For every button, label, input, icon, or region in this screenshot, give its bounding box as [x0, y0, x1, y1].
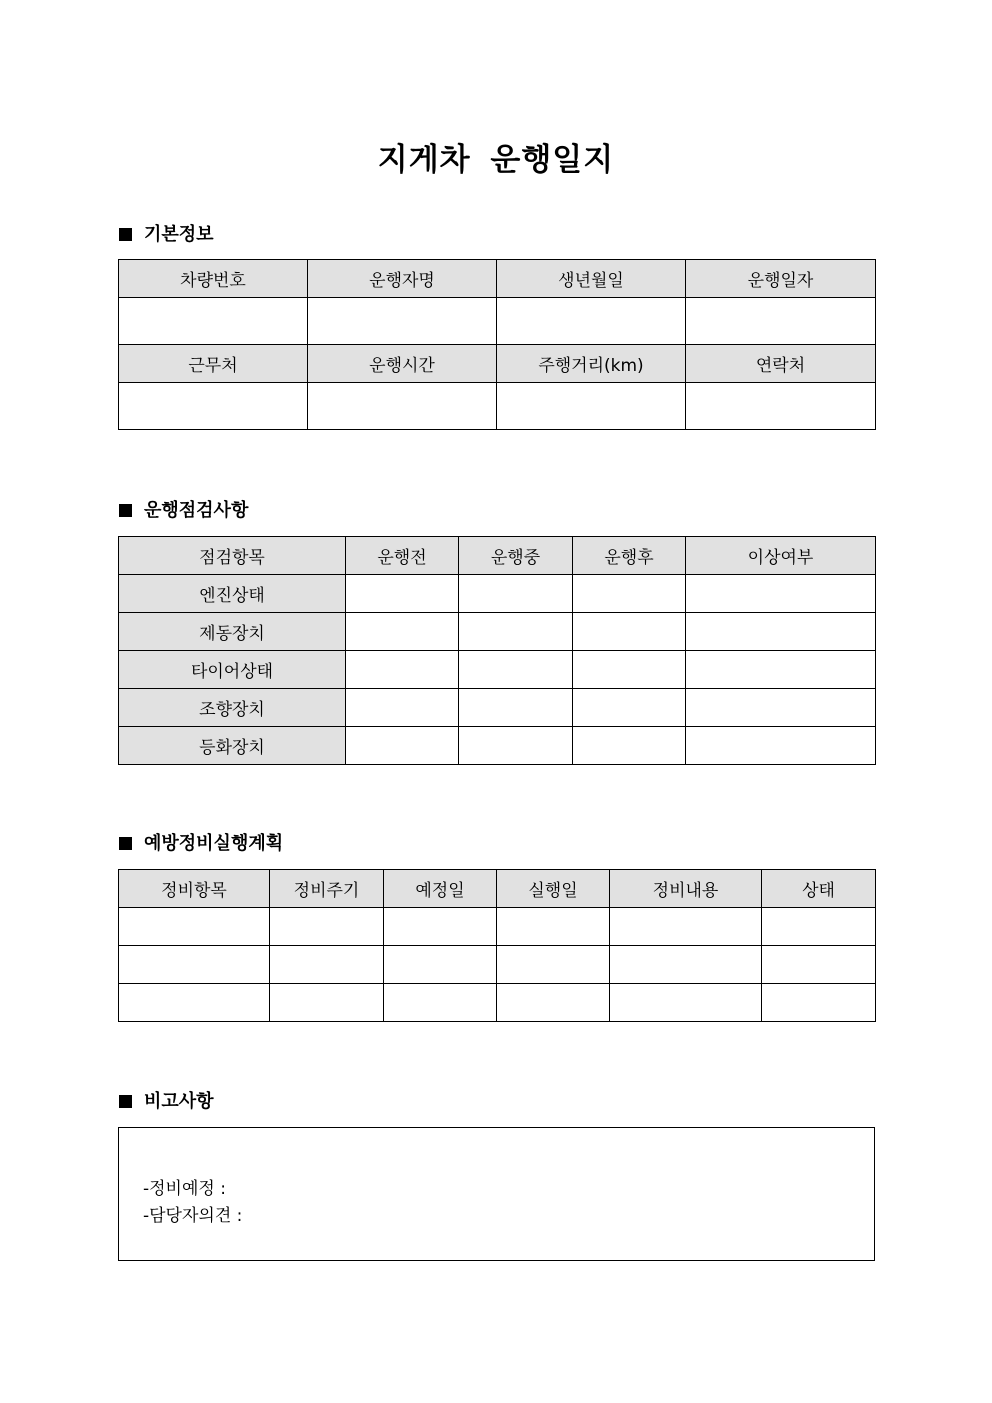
header-driver-name: 운행자명 [308, 260, 497, 298]
driver-name-field[interactable] [308, 298, 497, 345]
abnormality-cell[interactable] [686, 651, 876, 689]
check-item-label: 등화장치 [119, 727, 346, 765]
during-cell[interactable] [459, 689, 573, 727]
maintenance-details-cell[interactable] [610, 946, 762, 984]
check-item-label: 제동장치 [119, 613, 346, 651]
contact-field[interactable] [686, 383, 876, 430]
before-cell[interactable] [346, 575, 459, 613]
table-row [119, 689, 876, 727]
status-cell[interactable] [762, 984, 876, 1022]
table-row [119, 575, 876, 613]
header-birth-date: 생년월일 [497, 260, 686, 298]
header-vehicle-number: 차량번호 [119, 260, 308, 298]
header-maintenance-item: 정비항목 [119, 870, 270, 908]
table-row [119, 613, 876, 651]
scheduled-date-cell[interactable] [384, 984, 497, 1022]
section-heading-remarks [119, 1090, 214, 1114]
operation-date-field[interactable] [686, 298, 876, 345]
status-cell[interactable] [762, 946, 876, 984]
maintenance-item-cell[interactable] [119, 946, 270, 984]
birth-date-field[interactable] [497, 298, 686, 345]
table-header-row [119, 870, 876, 908]
check-item-label: 엔진상태 [119, 575, 346, 613]
header-scheduled-date: 예정일 [384, 870, 497, 908]
after-cell[interactable] [573, 651, 686, 689]
vehicle-number-field[interactable] [119, 298, 308, 345]
square-bullet-icon [119, 504, 132, 517]
remarks-manager-opinion: -담당자의견 : [143, 1206, 243, 1226]
table-header-row [119, 345, 876, 383]
header-operation-time: 운행시간 [308, 345, 497, 383]
header-before-operation: 운행전 [346, 537, 459, 575]
maintenance-plan-table [118, 869, 876, 1022]
after-cell[interactable] [573, 613, 686, 651]
check-item-label: 타이어상태 [119, 651, 346, 689]
before-cell[interactable] [346, 613, 459, 651]
maintenance-cycle-cell[interactable] [270, 908, 384, 946]
remarks-box[interactable] [118, 1127, 875, 1261]
before-cell[interactable] [346, 727, 459, 765]
header-after-operation: 운행후 [573, 537, 686, 575]
header-contact: 연락처 [686, 345, 876, 383]
execution-date-cell[interactable] [497, 984, 610, 1022]
section-heading-label: 예방정비실행계획 [144, 833, 284, 854]
section-heading-maintenance-plan [119, 832, 283, 856]
section-heading-basic-info [119, 223, 214, 247]
header-during-operation: 운행중 [459, 537, 573, 575]
maintenance-details-cell[interactable] [610, 984, 762, 1022]
basic-info-table [118, 259, 876, 430]
section-heading-label: 비고사항 [144, 1091, 214, 1112]
maintenance-details-cell[interactable] [610, 908, 762, 946]
operation-time-field[interactable] [308, 383, 497, 430]
status-cell[interactable] [762, 908, 876, 946]
section-heading-inspection [119, 499, 248, 523]
table-header-row [119, 260, 876, 298]
execution-date-cell[interactable] [497, 908, 610, 946]
square-bullet-icon [119, 837, 132, 850]
abnormality-cell[interactable] [686, 575, 876, 613]
during-cell[interactable] [459, 727, 573, 765]
after-cell[interactable] [573, 689, 686, 727]
abnormality-cell[interactable] [686, 689, 876, 727]
table-row [119, 908, 876, 946]
inspection-table [118, 536, 876, 765]
workplace-field[interactable] [119, 383, 308, 430]
section-heading-label: 운행점검사항 [144, 500, 249, 521]
maintenance-item-cell[interactable] [119, 908, 270, 946]
square-bullet-icon [119, 228, 132, 241]
maintenance-cycle-cell[interactable] [270, 946, 384, 984]
header-abnormality: 이상여부 [686, 537, 876, 575]
page-title: 지게차 운행일지 [377, 142, 615, 178]
table-row [119, 651, 876, 689]
before-cell[interactable] [346, 689, 459, 727]
maintenance-item-cell[interactable] [119, 984, 270, 1022]
square-bullet-icon [119, 1095, 132, 1108]
abnormality-cell[interactable] [686, 727, 876, 765]
header-operation-date: 운행일자 [686, 260, 876, 298]
header-status: 상태 [762, 870, 876, 908]
table-row [119, 984, 876, 1022]
header-execution-date: 실행일 [497, 870, 610, 908]
distance-field[interactable] [497, 383, 686, 430]
header-maintenance-cycle: 정비주기 [270, 870, 384, 908]
check-item-label: 조향장치 [119, 689, 346, 727]
table-row [119, 383, 876, 430]
table-row [119, 946, 876, 984]
before-cell[interactable] [346, 651, 459, 689]
section-heading-label: 기본정보 [144, 224, 214, 245]
during-cell[interactable] [459, 613, 573, 651]
during-cell[interactable] [459, 651, 573, 689]
during-cell[interactable] [459, 575, 573, 613]
header-distance: 주행거리(km) [497, 345, 686, 383]
maintenance-cycle-cell[interactable] [270, 984, 384, 1022]
table-row [119, 727, 876, 765]
table-header-row [119, 537, 876, 575]
header-check-item: 점검항목 [119, 537, 346, 575]
after-cell[interactable] [573, 575, 686, 613]
scheduled-date-cell[interactable] [384, 908, 497, 946]
header-maintenance-details: 정비내용 [610, 870, 762, 908]
abnormality-cell[interactable] [686, 613, 876, 651]
header-workplace: 근무처 [119, 345, 308, 383]
table-row [119, 298, 876, 345]
remarks-maintenance-schedule: -정비예정 : [143, 1179, 226, 1199]
execution-date-cell[interactable] [497, 946, 610, 984]
scheduled-date-cell[interactable] [384, 946, 497, 984]
after-cell[interactable] [573, 727, 686, 765]
